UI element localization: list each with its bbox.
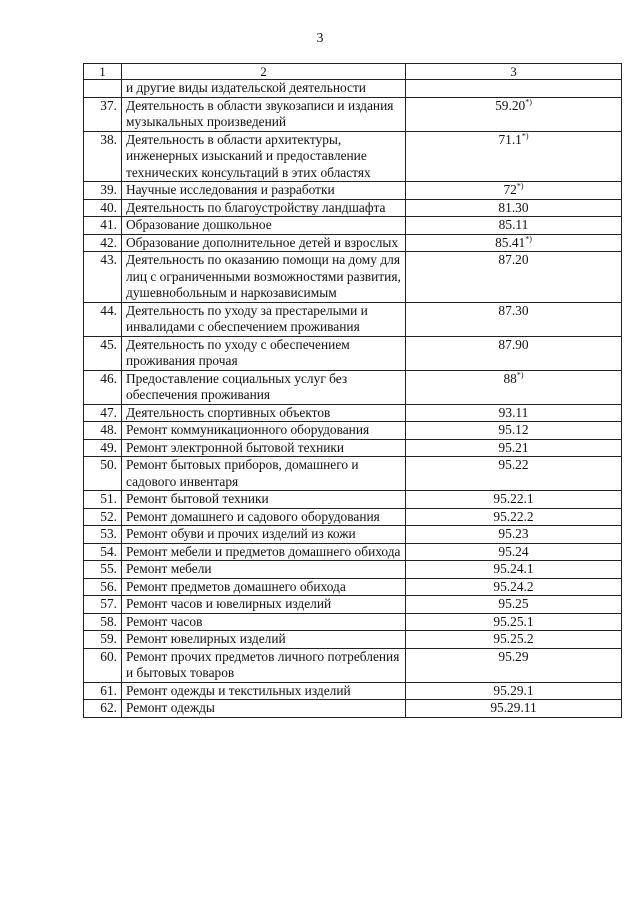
row-number: 54. [84, 543, 122, 561]
activity-name: Научные исследования и разработки [122, 182, 406, 200]
activity-code [406, 422, 622, 440]
row-number: 57. [84, 596, 122, 614]
table-row [84, 700, 622, 718]
activity-code [406, 336, 622, 370]
activity-codes-table [83, 63, 622, 718]
activity-name: Деятельность в области архитектуры, инженерных изысканий и предоставление технических консультаций в этих областях [122, 131, 406, 182]
row-number: 40. [84, 199, 122, 217]
activity-code [406, 700, 622, 718]
row-number: 55. [84, 561, 122, 579]
activity-name: Ремонт прочих предметов личного потребления и бытовых товаров [122, 648, 406, 682]
okved-code: 88 [503, 370, 517, 386]
activity-code [406, 613, 622, 631]
row-number: 61. [84, 682, 122, 700]
table-row [84, 422, 622, 440]
activity-name: Образование дошкольное [122, 217, 406, 235]
okved-code: 95.29.1 [493, 682, 534, 698]
activity-code [406, 508, 622, 526]
header-col-number: 1 [84, 64, 122, 80]
table-row [84, 596, 622, 614]
row-number: 52. [84, 508, 122, 526]
activity-code [406, 561, 622, 579]
table-row [84, 648, 622, 682]
row-number: 49. [84, 439, 122, 457]
activity-code [406, 97, 622, 131]
okved-code: 95.21 [498, 439, 529, 455]
activity-code [406, 596, 622, 614]
activity-name: Предоставление социальных услуг без обеспечения проживания [122, 370, 406, 404]
row-number: 53. [84, 526, 122, 544]
okved-code: 85.11 [498, 217, 529, 232]
footnote-mark: *) [516, 370, 524, 380]
okved-code: 95.25 [498, 596, 529, 611]
table-row [84, 404, 622, 422]
activity-code [406, 457, 622, 491]
okved-code: 95.24.1 [493, 561, 534, 576]
header-col-name: 2 [122, 64, 406, 80]
table-row [84, 302, 622, 336]
table-row [84, 682, 622, 700]
row-number: 58. [84, 613, 122, 631]
table-row [84, 182, 622, 200]
table-row [84, 439, 622, 457]
footnote-mark: *) [525, 234, 532, 244]
table-row [84, 491, 622, 509]
activity-code [406, 234, 622, 252]
activity-name: и другие виды издательской деятельности [122, 80, 406, 98]
table-row [84, 508, 622, 526]
okved-code: 95.29 [498, 648, 529, 664]
table-row [84, 370, 622, 404]
activity-code [406, 80, 622, 98]
okved-code: 87.20 [498, 252, 529, 267]
activity-name: Ремонт мебели [122, 561, 406, 579]
activity-name: Деятельность по благоустройству ландшафта [122, 199, 406, 217]
row-number: 38. [84, 131, 122, 182]
okved-code: 71.1 [498, 131, 522, 147]
activity-name: Образование дополнительное детей и взрослых [122, 234, 406, 252]
activity-name: Ремонт бытовых приборов, домашнего и садового инвентаря [122, 457, 406, 491]
activity-code [406, 648, 622, 682]
activity-name: Ремонт часов [122, 613, 406, 631]
okved-code: 95.24 [498, 543, 529, 559]
okved-code: 95.25.2 [493, 631, 534, 646]
okved-code: 81.30 [498, 199, 529, 215]
activity-code [406, 491, 622, 509]
okved-code: 87.90 [498, 336, 529, 352]
page-number: 3 [316, 31, 324, 46]
activity-code [406, 439, 622, 457]
activity-name: Ремонт обуви и прочих изделий из кожи [122, 526, 406, 544]
activity-code [406, 631, 622, 649]
row-number: 41. [84, 217, 122, 235]
table-row [84, 97, 622, 131]
activity-code [406, 404, 622, 422]
activity-code [406, 526, 622, 544]
table-row [84, 613, 622, 631]
table-row [84, 457, 622, 491]
continuation-row [84, 80, 622, 98]
activity-code [406, 131, 622, 182]
row-number: 44. [84, 302, 122, 336]
row-number: 51. [84, 491, 122, 509]
activity-name: Деятельность по уходу за престарелыми и инвалидами с обеспечением проживания [122, 302, 406, 336]
activity-name: Деятельность спортивных объектов [122, 404, 406, 422]
row-number: 62. [84, 700, 122, 718]
activity-code [406, 199, 622, 217]
row-number: 60. [84, 648, 122, 682]
activity-name: Ремонт мебели и предметов домашнего обихода [122, 543, 406, 561]
row-number: 39. [84, 182, 122, 200]
table-row [84, 252, 622, 303]
okved-code: 95.25.1 [493, 613, 534, 629]
okved-code: 93.11 [498, 404, 529, 420]
footnote-mark: *) [516, 181, 524, 191]
okved-code: 95.12 [498, 422, 529, 437]
activity-code [406, 370, 622, 404]
activity-name: Ремонт одежды [122, 700, 406, 718]
footnote-mark: *) [521, 131, 529, 141]
activity-name: Ремонт электронной бытовой техники [122, 439, 406, 457]
okved-code: 85.41 [495, 234, 526, 250]
activity-code [406, 252, 622, 303]
row-number: 47. [84, 404, 122, 422]
row-number: 42. [84, 234, 122, 252]
table-row [84, 131, 622, 182]
table-body [84, 80, 622, 718]
activity-name: Ремонт бытовой техники [122, 491, 406, 509]
table-row [84, 234, 622, 252]
okved-code: 95.23 [498, 526, 529, 541]
row-number: 37. [84, 97, 122, 131]
activity-code [406, 302, 622, 336]
row-number: 59. [84, 631, 122, 649]
row-number: 43. [84, 252, 122, 303]
activity-name: Деятельность в области звукозаписи и издания музыкальных произведений [122, 97, 406, 131]
activity-code [406, 682, 622, 700]
row-number: 46. [84, 370, 122, 404]
okved-code: 95.29.11 [490, 700, 537, 715]
table-row [84, 199, 622, 217]
okved-code: 95.24.2 [493, 578, 534, 594]
table-row [84, 217, 622, 235]
row-number: 56. [84, 578, 122, 596]
okved-code: 72 [503, 182, 517, 197]
activity-name: Ремонт часов и ювелирных изделий [122, 596, 406, 614]
footnote-mark: *) [525, 97, 532, 107]
okved-code: 59.20 [495, 97, 526, 113]
row-number: 45. [84, 336, 122, 370]
activity-name: Деятельность по уходу с обеспечением проживания прочая [122, 336, 406, 370]
row-number: 48. [84, 422, 122, 440]
row-number: 50. [84, 457, 122, 491]
activity-code [406, 182, 622, 200]
table-header [84, 64, 622, 80]
activity-name: Ремонт предметов домашнего обихода [122, 578, 406, 596]
row-number [84, 80, 122, 98]
activity-name: Ремонт ювелирных изделий [122, 631, 406, 649]
okved-code: 95.22 [498, 457, 529, 472]
activity-code [406, 217, 622, 235]
table-row [84, 578, 622, 596]
table-row [84, 543, 622, 561]
okved-code: 87.30 [498, 302, 529, 318]
activity-name: Ремонт одежды и текстильных изделий [122, 682, 406, 700]
table-row [84, 631, 622, 649]
table-row [84, 526, 622, 544]
activity-name: Деятельность по оказанию помощи на дому для лиц с ограниченными возможностями развития, душевнобольным и наркозависимым [122, 252, 406, 303]
table-row [84, 336, 622, 370]
activity-name: Ремонт коммуникационного оборудования [122, 422, 406, 440]
okved-code: 95.22.2 [493, 508, 534, 524]
okved-code: 95.22.1 [493, 491, 534, 506]
table-row [84, 561, 622, 579]
header-col-code: 3 [406, 64, 622, 80]
activity-code [406, 543, 622, 561]
activity-code [406, 578, 622, 596]
activity-name: Ремонт домашнего и садового оборудования [122, 508, 406, 526]
